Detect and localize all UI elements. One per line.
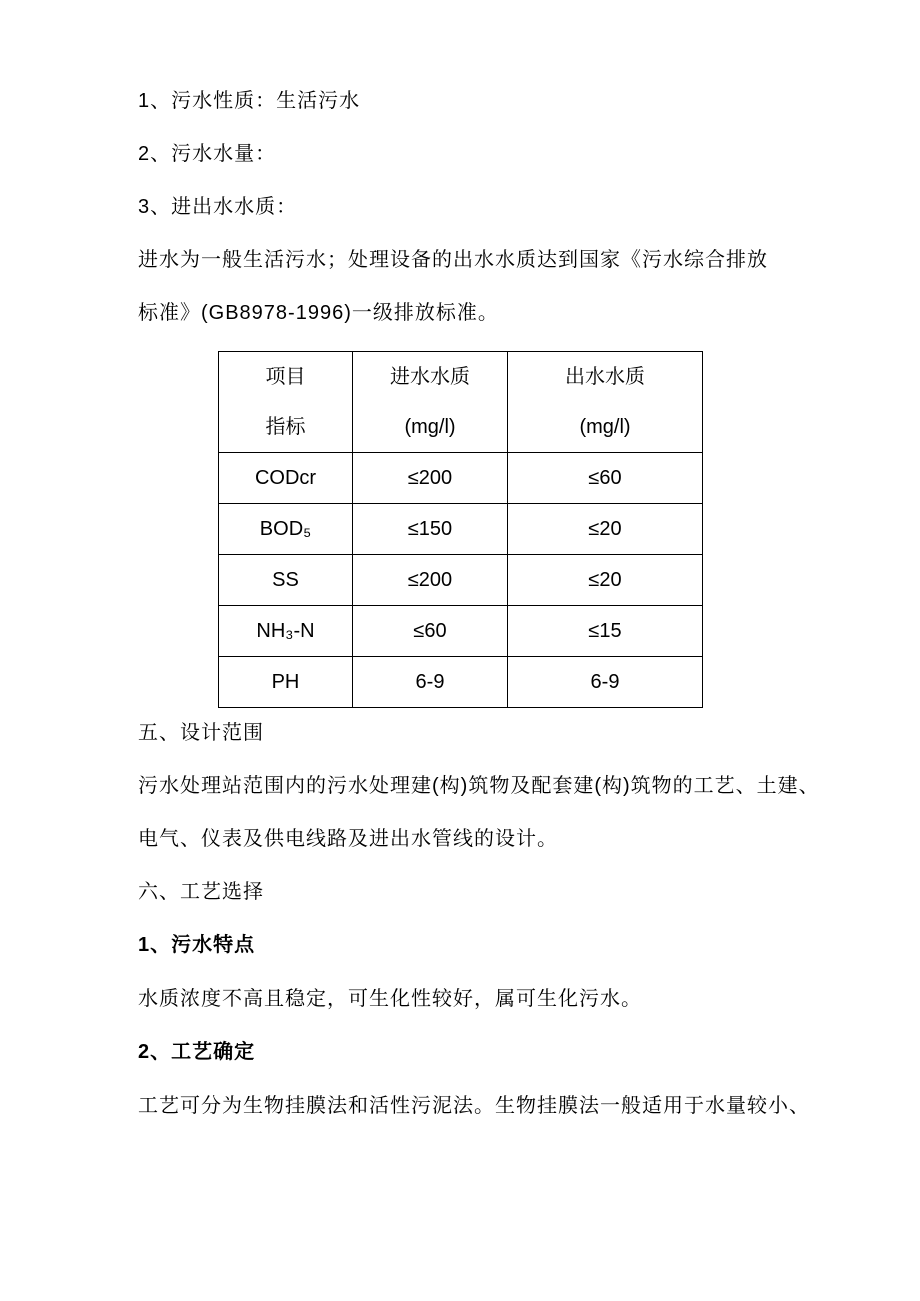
- heading-design-scope: 五、设计范围: [138, 722, 264, 744]
- cell-outflow: ≤60: [508, 453, 703, 504]
- cell-param: BOD₅: [219, 504, 353, 555]
- paragraph-scope-line2: 电气、仪表及供电线路及进出水管线的设计。: [138, 828, 558, 850]
- cell-param: PH: [219, 657, 353, 708]
- heading-process-selection: 六、工艺选择: [138, 881, 264, 903]
- paragraph-scope-line1: 污水处理站范围内的污水处理建(构)筑物及配套建(构)筑物的工艺、土建、: [138, 775, 820, 797]
- header-inflow-line1: 进水水质: [390, 366, 470, 388]
- paragraph-water-quality-intro: 3、进出水水质：: [138, 196, 298, 218]
- water-quality-table: [218, 351, 703, 708]
- subheading-process-determination: 2、工艺确定: [138, 1041, 256, 1063]
- table-row: [219, 555, 703, 606]
- header-param-line2: 指标: [265, 416, 306, 438]
- header-outflow-line2: (mg/l): [579, 416, 631, 438]
- cell-param: CODcr: [219, 453, 353, 504]
- paragraph-process-determination: 工艺可分为生物挂膜法和活性污泥法。生物挂膜法一般适用于水量较小、: [138, 1095, 810, 1117]
- header-inflow-line2: (mg/l): [404, 416, 456, 438]
- table-row: [219, 657, 703, 708]
- cell-outflow: ≤15: [508, 606, 703, 657]
- cell-inflow: ≤60: [353, 606, 508, 657]
- cell-inflow: 6-9: [353, 657, 508, 708]
- paragraph-sewage-volume: 2、污水水量：: [138, 143, 277, 165]
- cell-param: NH₃-N: [219, 606, 353, 657]
- header-param-line1: 项目: [265, 366, 306, 388]
- cell-outflow: ≤20: [508, 555, 703, 606]
- header-cell-param: [219, 352, 353, 453]
- table-row: [219, 453, 703, 504]
- header-outflow-line1: 出水水质: [565, 366, 645, 388]
- paragraph-sewage-features: 水质浓度不高且稳定，可生化性较好，属可生化污水。: [138, 988, 642, 1010]
- cell-param: SS: [219, 555, 353, 606]
- cell-outflow: 6-9: [508, 657, 703, 708]
- table-row: [219, 606, 703, 657]
- cell-inflow: ≤200: [353, 555, 508, 606]
- header-cell-inflow: [353, 352, 508, 453]
- cell-outflow: ≤20: [508, 504, 703, 555]
- subheading-sewage-features: 1、污水特点: [138, 934, 256, 956]
- cell-inflow: ≤200: [353, 453, 508, 504]
- paragraph-standard-line1: 进水为一般生活污水；处理设备的出水水质达到国家《污水综合排放: [138, 249, 768, 271]
- cell-inflow: ≤150: [353, 504, 508, 555]
- table-row: [219, 504, 703, 555]
- paragraph-sewage-nature: 1、污水性质：生活污水: [138, 90, 361, 112]
- table-header-row: [219, 352, 703, 453]
- paragraph-standard-line2: 标准》(GB8978-1996)一级排放标准。: [138, 302, 499, 324]
- header-cell-outflow: [508, 352, 703, 453]
